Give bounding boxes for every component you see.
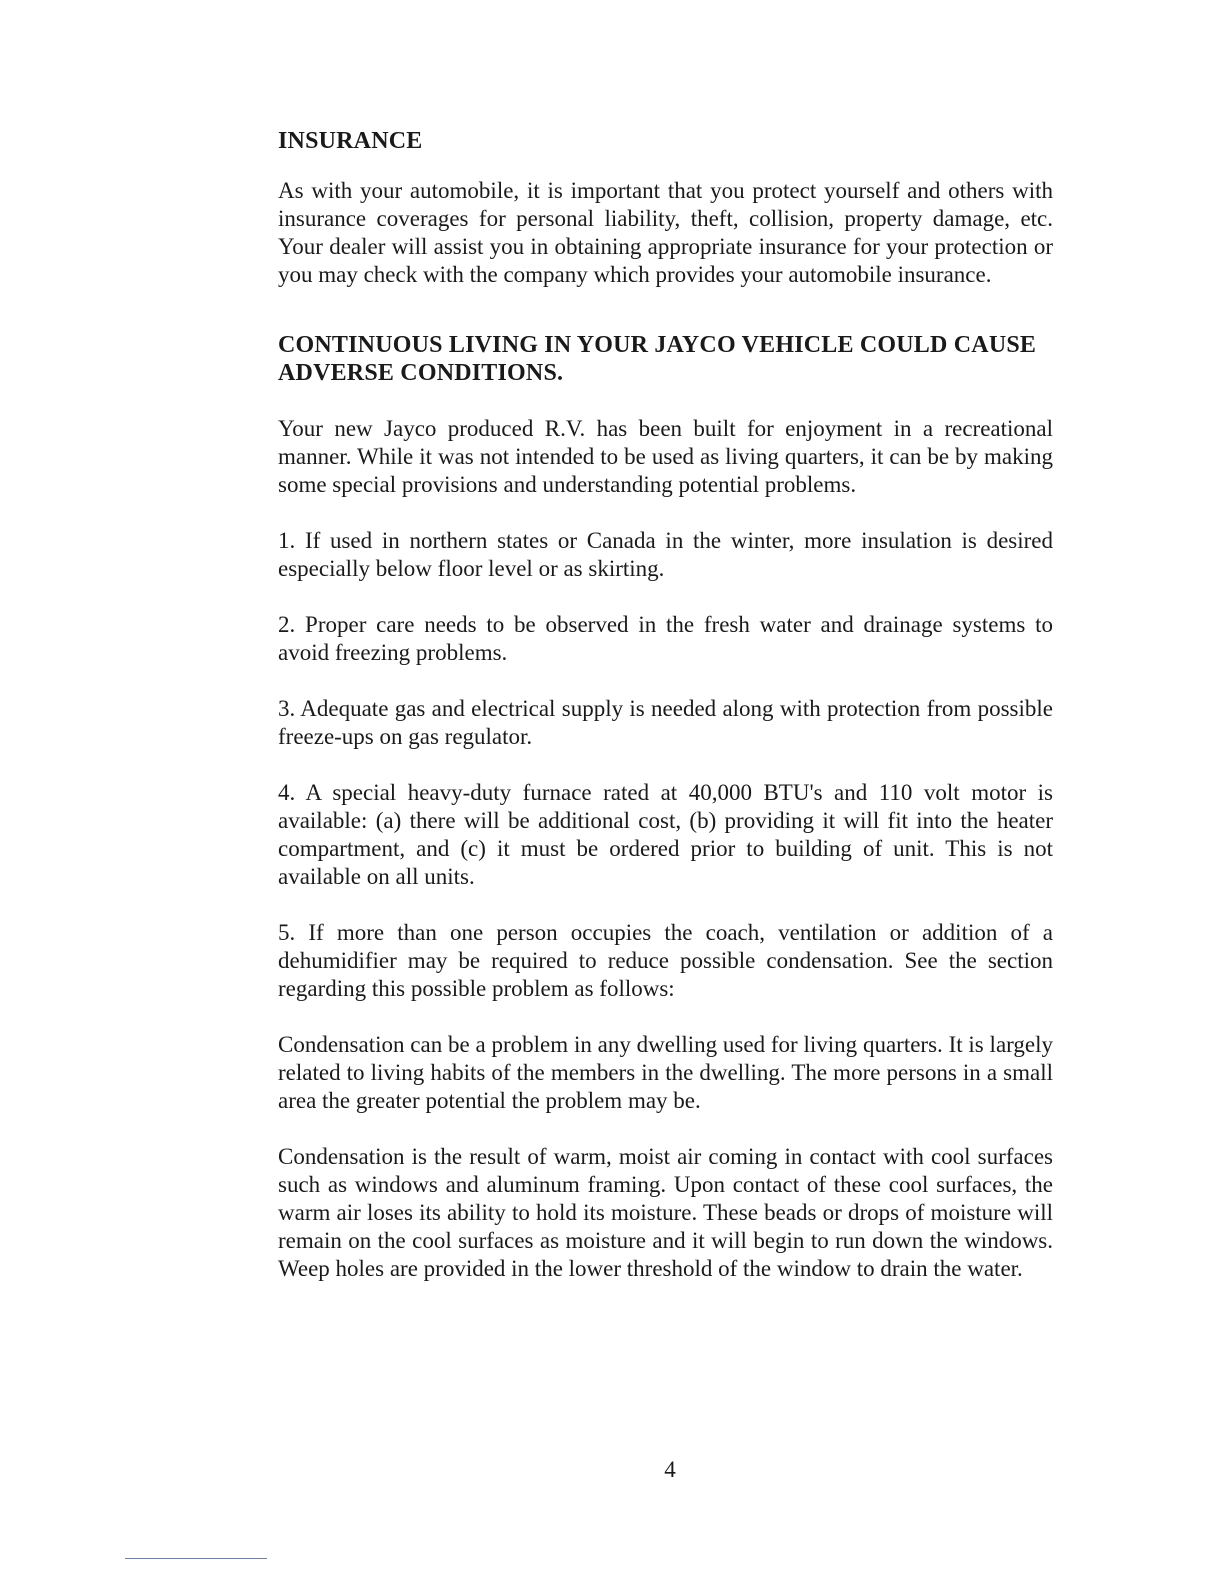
page-number: 4 bbox=[664, 1457, 676, 1482]
condensation-paragraph-1: Condensation can be a problem in any dwelling used for living quarters. It is largely related to living habits of the members in the dwelling. The more persons in a small area the greater potential the problem may be. bbox=[278, 1032, 1053, 1113]
insurance-heading: INSURANCE bbox=[278, 128, 423, 154]
list-item-3: 3. Adequate gas and electrical supply is needed along with protection from possible freeze-ups on gas regulator. bbox=[278, 696, 1053, 749]
list-item-4: 4. A special heavy-duty furnace rated at 40,000 BTU's and 110 volt motor is available: (a) there will be additional cost, (b) providing it will fit into the heater compartment, and (c) it must be ordered prior to building of unit. This is not available on all units. bbox=[278, 780, 1053, 889]
list-item-5: 5. If more than one person occupies the coach, ventilation or addition of a dehumidifier may be required to reduce possible condensation. See the section regarding this possible problem as follows: bbox=[278, 920, 1053, 1001]
continuous-living-intro: Your new Jayco produced R.V. has been built for enjoyment in a recreational manner. While it was not intended to be used as living quarters, it can be by making some special provisions and understanding potential problems. bbox=[278, 416, 1053, 497]
document-page bbox=[278, 120, 1053, 1283]
footer-rule bbox=[125, 1558, 267, 1559]
condensation-paragraph-2: Condensation is the result of warm, moist air coming in contact with cool surfaces such as windows and aluminum framing. Upon contact of these cool surfaces, the warm air loses its ability to hold its moisture. These beads or drops of moisture will remain on the cool surfaces as moisture and it will begin to run down the windows. Weep holes are provided in the lower threshold of the window to drain the water. bbox=[278, 1144, 1053, 1281]
insurance-paragraph: As with your automobile, it is important that you protect yourself and others with insurance coverages for personal liability, theft, collision, property damage, etc. Your dealer will assist you in obtaining appropriate insurance for your protection or you may check with the company which provides your automobile insurance. bbox=[278, 178, 1053, 287]
list-item-1: 1. If used in northern states or Canada in the winter, more insulation is desired especially below floor level or as skirting. bbox=[278, 528, 1053, 581]
continuous-living-heading: CONTINUOUS LIVING IN YOUR JAYCO VEHICLE COULD CAUSE ADVERSE CONDITIONS. bbox=[278, 332, 1037, 386]
list-item-2: 2. Proper care needs to be observed in the fresh water and drainage systems to avoid freezing problems. bbox=[278, 612, 1053, 665]
